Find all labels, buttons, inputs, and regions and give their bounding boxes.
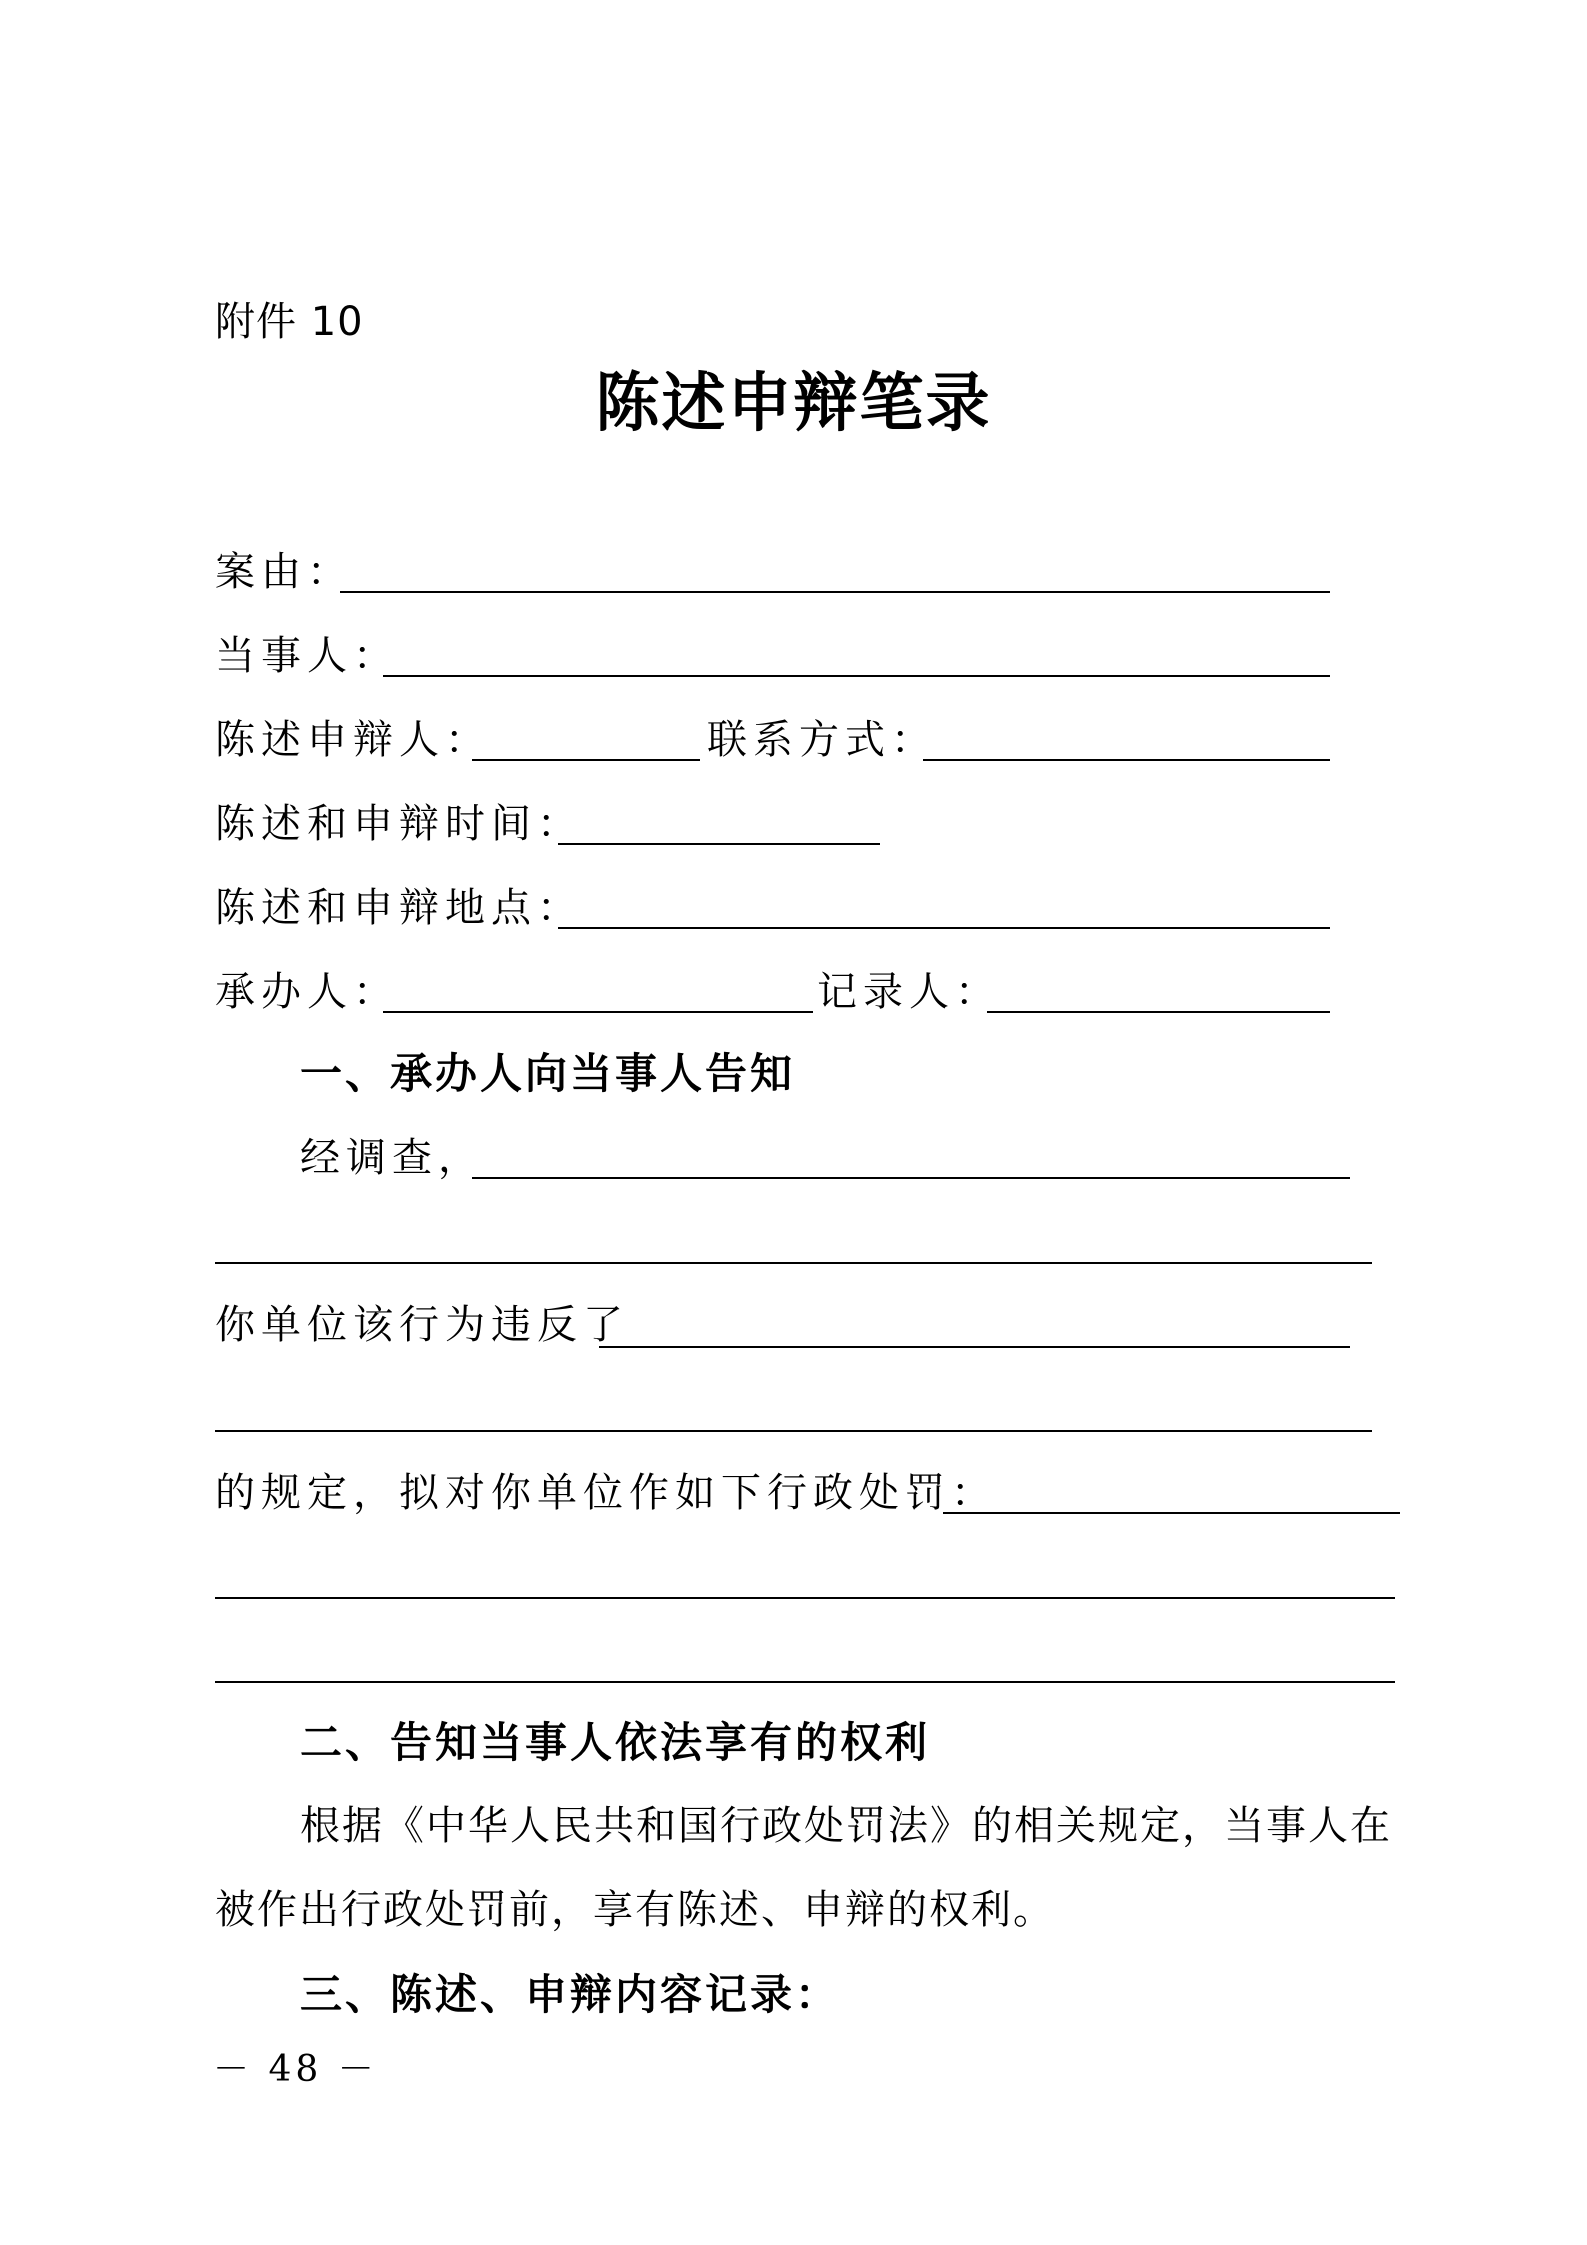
statement-person-field[interactable]	[472, 759, 700, 761]
recorder-label: 记录人：	[817, 969, 1001, 1015]
place-field[interactable]	[558, 927, 1330, 929]
case-cause-field[interactable]	[340, 591, 1330, 593]
attachment-label: 附件 10	[215, 299, 364, 345]
contact-field[interactable]	[923, 759, 1330, 761]
section1-heading: 一、承办人向当事人告知	[300, 1049, 796, 1098]
penalty-field-line3[interactable]	[215, 1681, 1395, 1683]
place-label: 陈述和申辩地点：	[215, 885, 583, 931]
case-cause-label: 案由：	[215, 549, 353, 595]
penalty-label: 的规定，拟对你单位作如下行政处罚：	[215, 1470, 997, 1516]
contact-label: 联系方式：	[707, 717, 937, 763]
violated-field-line2[interactable]	[215, 1430, 1372, 1432]
investigation-field-line2[interactable]	[215, 1262, 1372, 1264]
time-label: 陈述和申辩时间：	[215, 801, 583, 847]
penalty-field[interactable]	[943, 1512, 1400, 1514]
violated-label: 你单位该行为违反了	[215, 1302, 629, 1348]
document-title: 陈述申辩笔录	[595, 366, 992, 441]
time-field[interactable]	[558, 843, 880, 845]
handler-field[interactable]	[383, 1011, 813, 1013]
penalty-field-line2[interactable]	[215, 1597, 1395, 1599]
section3-heading: 三、陈述、申辩内容记录：	[300, 1970, 841, 2019]
page-number: － 48 －	[213, 2049, 378, 2090]
section2-heading: 二、告知当事人依法享有的权利	[300, 1718, 931, 1767]
handler-label: 承办人：	[215, 969, 399, 1015]
recorder-field[interactable]	[987, 1011, 1330, 1013]
investigated-label: 经调查，	[300, 1135, 484, 1181]
party-label: 当事人：	[215, 633, 399, 679]
party-field[interactable]	[383, 675, 1330, 677]
violated-field[interactable]	[599, 1346, 1350, 1348]
investigation-field[interactable]	[472, 1177, 1350, 1179]
rights-paragraph-line2: 被作出行政处罚前，享有陈述、申辩的权利。	[215, 1887, 1055, 1933]
rights-paragraph-line1: 根据《中华人民共和国行政处罚法》的相关规定，当事人在	[300, 1803, 1392, 1849]
statement-person-label: 陈述申辩人：	[215, 717, 491, 763]
